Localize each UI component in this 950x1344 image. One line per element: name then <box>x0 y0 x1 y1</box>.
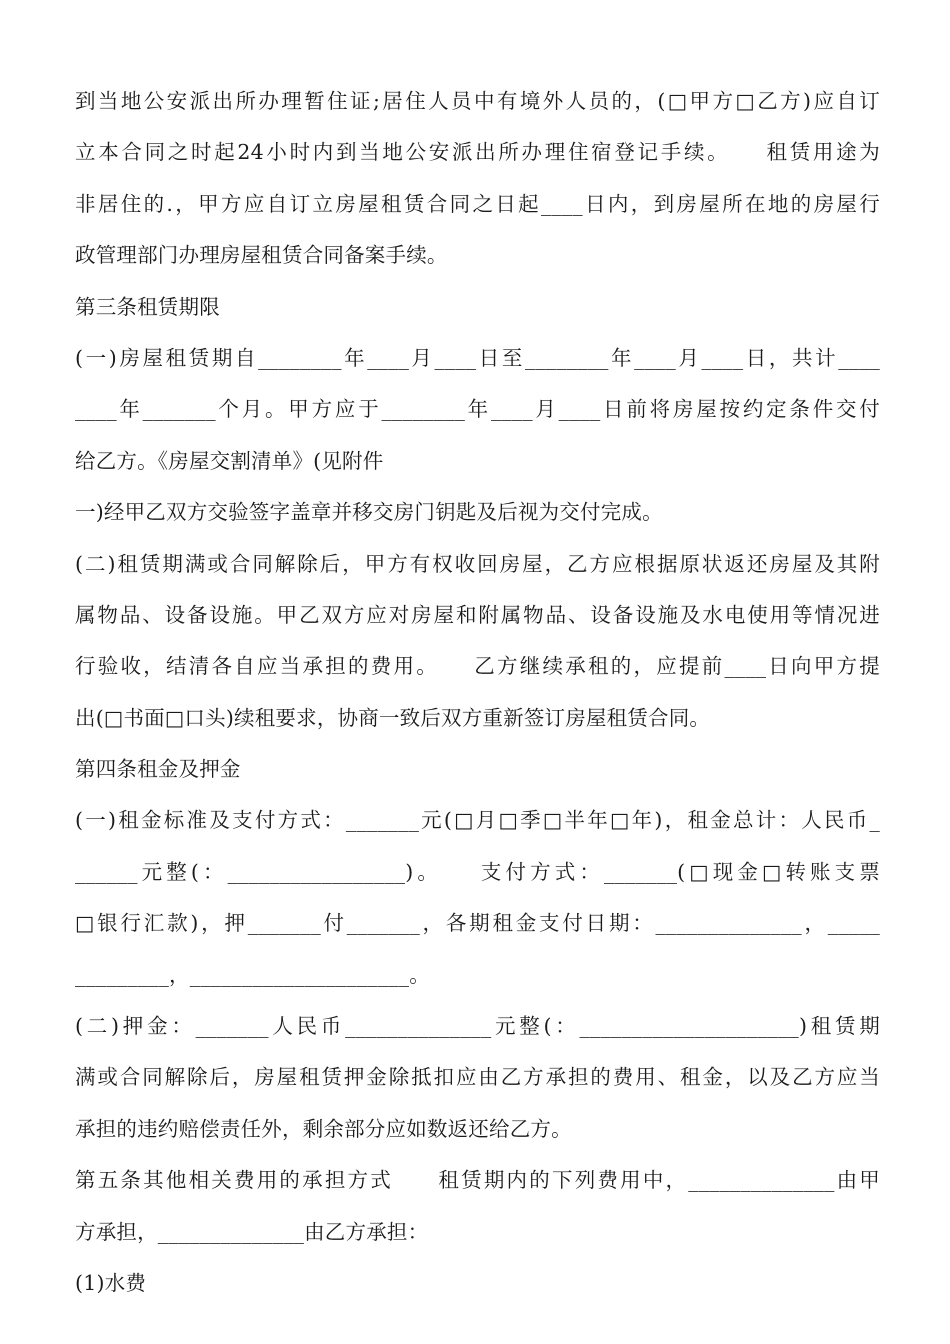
text-line: 行验收，结清各自应当承担的费用。 乙方继续承租的，应提前____日向甲方提 <box>75 654 880 679</box>
text-line: ____年_______个月。甲方应于________年____月____日前将房屋按约定条件交付 <box>75 397 880 422</box>
text-line: 方承担，______________由乙方承担： <box>75 1219 429 1244</box>
text-line: 承担的违约赔偿责任外，剩余部分应如数返还给乙方。 <box>75 1116 572 1141</box>
text-line: (二)租赁期满或合同解除后，甲方有权收回房屋，乙方应根据原状返还房屋及其附 <box>75 551 880 576</box>
text-line: ______元整(：_________________)。 支付方式：_______(□现金□转账支票 <box>75 859 880 884</box>
list-item: (1)水费 <box>75 1270 147 1295</box>
text-line: 满或合同解除后，房屋租赁押金除抵扣应由乙方承担的费用、租金，以及乙方应当 <box>75 1065 880 1090</box>
text-line: 非居住的.，甲方应自订立房屋租赁合同之日起____日内，到房屋所在地的房屋行 <box>75 191 880 216</box>
text-line: 给乙方。《房屋交割清单》(见附件 <box>75 448 384 473</box>
text-line: 到当地公安派出所办理暂住证;居住人员中有境外人员的，(□甲方□乙方)应自订 <box>75 89 880 113</box>
section-heading: 第四条租金及押金 <box>75 757 241 782</box>
text-line: 立本合同之时起24小时内到当地公安派出所办理住宿登记手续。 租赁用途为 <box>75 140 880 165</box>
text-line: 出(□书面□口头)续租要求，协商一致后双方重新签订房屋租赁合同。 <box>75 705 711 730</box>
text-line: _________，_____________________。 <box>75 962 430 987</box>
text-line: (一)房屋租赁期自________年____月____日至________年____月____日，共计____ <box>75 345 880 370</box>
text-line: (一)租金标准及支付方式：_______元(□月□季□半年□年)，租金总计：人民币_ <box>75 808 880 833</box>
contract-page <box>75 76 880 1309</box>
text-line: (二)押金：_______人民币______________元整(：_____________________)租赁期 <box>75 1014 880 1039</box>
text-line: 属物品、设备设施。甲乙双方应对房屋和附属物品、设备设施及水电使用等情况进 <box>75 602 880 627</box>
section-heading: 第五条其他相关费用的承担方式 租赁期内的下列费用中，______________由甲 <box>75 1168 880 1193</box>
text-line: 政管理部门办理房屋租赁合同备案手续。 <box>75 243 448 268</box>
text-line: □银行汇款)，押_______付_______，各期租金支付日期：______________，_____ <box>75 911 880 936</box>
section-heading: 第三条租赁期限 <box>75 294 220 319</box>
text-line: 一)经甲乙双方交验签字盖章并移交房门钥匙及后视为交付完成。 <box>75 500 663 525</box>
